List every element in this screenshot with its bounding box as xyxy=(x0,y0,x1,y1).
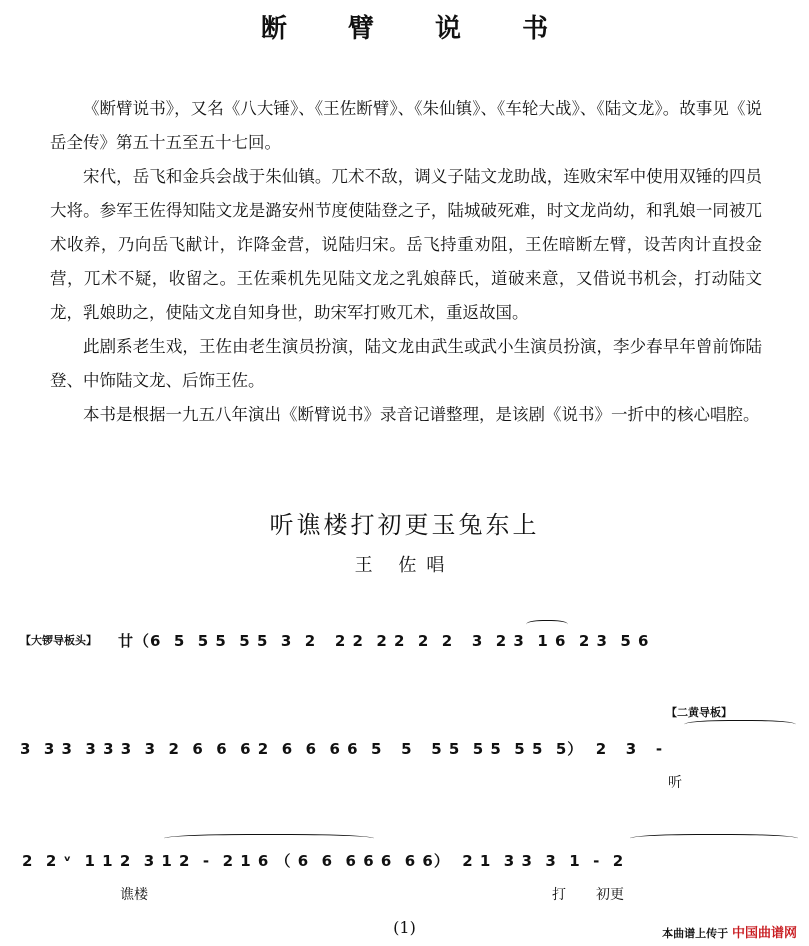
slur-mark xyxy=(526,620,568,631)
paragraph-3: 此剧系老生戏，王佐由老生演员扮演，陆文龙由武生或武小生演员扮演，李少春早年曾前饰陆登、中饰陆文龙、后饰王佐。 xyxy=(50,337,762,390)
intro-text xyxy=(50,92,762,432)
banban-label-1: 【大锣导板头】 xyxy=(20,634,97,647)
score-line-1 xyxy=(14,620,804,660)
upload-text: 本曲谱上传于 xyxy=(662,927,729,940)
upload-credit xyxy=(662,922,797,941)
brand-logo-text: 中国曲谱网 xyxy=(731,926,797,941)
notation-line-3: 2 2 ᵛ 1 1 2 3 1 2 - 2 1 6 （ 6 6 6 6 6 6 6） 2 1 3 3 3 1 - 2 xyxy=(22,852,625,870)
singer-credit: 王 佐唱 xyxy=(354,555,455,576)
slur-mark xyxy=(630,834,798,845)
page-title: 断 臂 说 书 xyxy=(260,14,575,44)
paragraph-4: 本书是根据一九五八年演出《断臂说书》录音记谱整理，是该剧《说书》一折中的核心唱腔。 xyxy=(83,405,760,424)
slur-mark xyxy=(684,720,796,731)
paragraph-2: 宋代，岳飞和金兵会战于朱仙镇。兀术不敌，调义子陆文龙助战，连败宋军中使用双锤的四员大将。参军王佐得知陆文龙是潞安州节度使陆登之子，陆城破死难，时文龙尚幼，和乳娘一同被兀术收养，乃向岳飞献计，诈降金营，说陆归宋。岳飞持重劝阻，王佐暗断左臂，设苦肉计直投金营，兀术不疑，收留之。王佐乘机先见陆文龙之乳娘薛氏，道破来意，又借说书机会，打动陆文龙，乳娘助之，使陆文龙自知身世，助宋军打败兀术，重返故国。 xyxy=(50,167,762,322)
score-line-3 xyxy=(14,838,804,878)
notation-line-2: 3 3 3 3 3 3 3 2 6 6 6 2 6 6 6 6 5 5 5 5 5 5 5 5 5） 2 3 - xyxy=(20,740,664,758)
lyric-qiaolou: 谯楼 xyxy=(120,887,148,903)
paragraph-1: 《断臂说书》，又名《八大锤》、《王佐断臂》、《朱仙镇》、《车轮大战》、《陆文龙》。故事见《说岳全传》第五十五至五十七回。 xyxy=(50,99,762,152)
lyric-da: 打 xyxy=(552,887,566,903)
lyric-chugeng: 初更 xyxy=(596,887,624,903)
song-title: 听谯楼打初更玉兔东上 xyxy=(269,511,540,539)
score-line-2 xyxy=(14,706,804,762)
banban-label-2: 【二黄导板】 xyxy=(666,706,732,719)
slur-mark xyxy=(164,834,374,845)
notation-line-1: 廿（6 5 5 5 5 5 3 2 2 2 2 2 2 2 3 2 3 1 6 2 3 5 6 xyxy=(118,632,650,650)
page-number: (1) xyxy=(393,918,416,937)
lyric-ting: 听 xyxy=(668,775,682,791)
